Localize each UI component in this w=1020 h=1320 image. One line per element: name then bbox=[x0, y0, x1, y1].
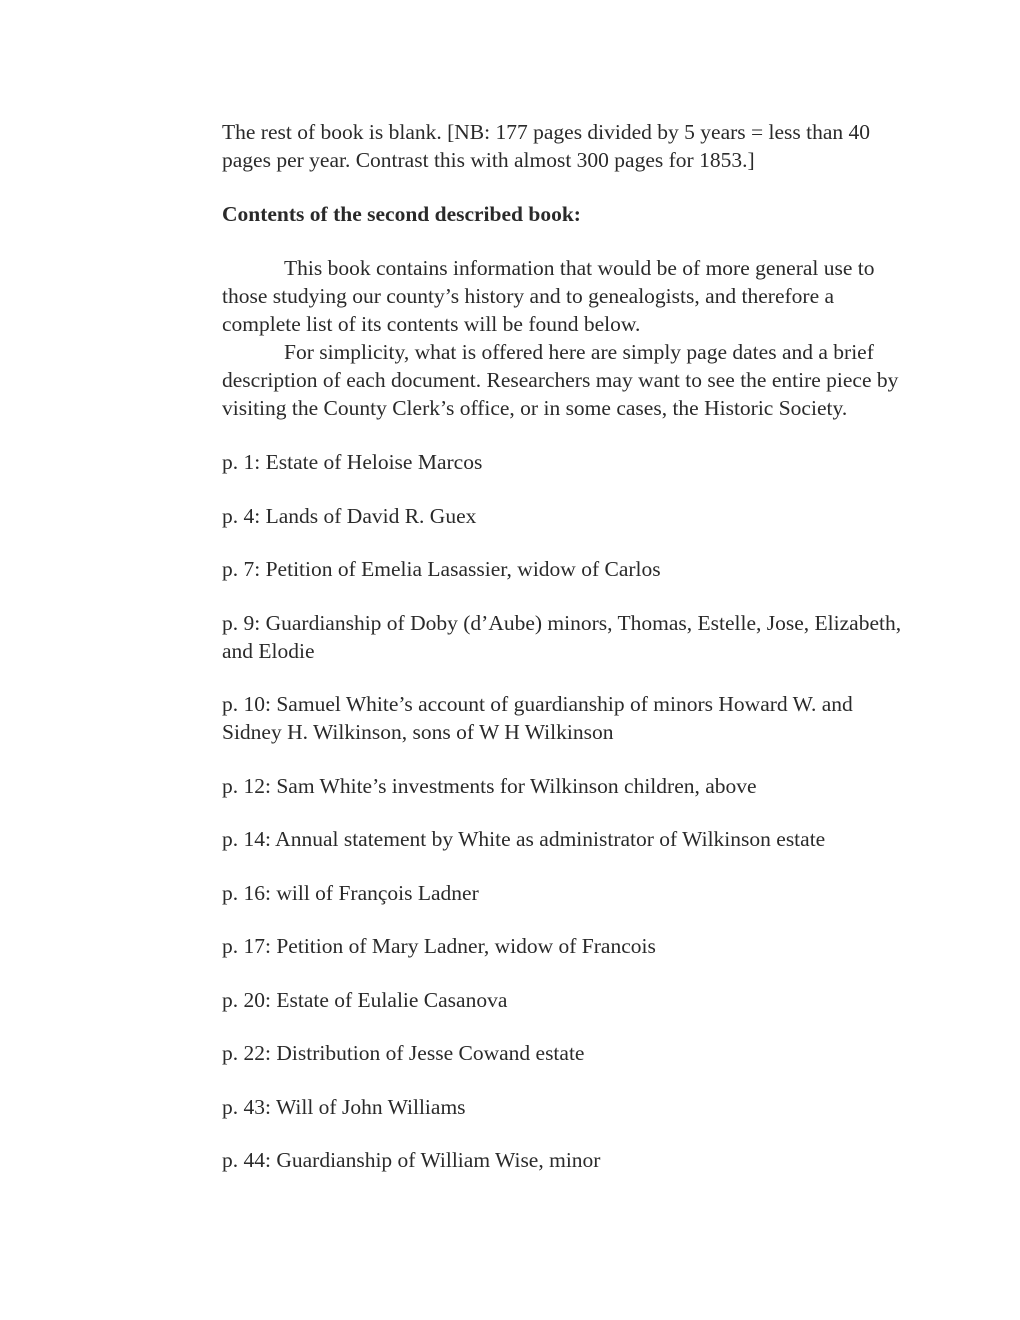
list-item: p. 10: Samuel White’s account of guardianship of minors Howard W. and Sidney H. Wilkinson, sons of W H Wilkinson bbox=[222, 692, 853, 744]
list-item: p. 16: will of François Ladner bbox=[222, 880, 479, 905]
intro-paragraph: The rest of book is blank. [NB: 177 pages divided by 5 years = less than 40 pages per year. Contrast this with almost 300 pages for 1853.] bbox=[222, 120, 871, 172]
contents-list bbox=[222, 448, 902, 1174]
document-page bbox=[222, 118, 902, 1200]
list-item: p. 43: Will of John Williams bbox=[222, 1094, 466, 1119]
list-item: p. 22: Distribution of Jesse Cowand estate bbox=[222, 1041, 585, 1065]
list-item: p. 12: Sam White’s investments for Wilkinson children, above bbox=[222, 773, 757, 798]
list-item: p. 4: Lands of David R. Guex bbox=[222, 503, 477, 528]
list-item: p. 44: Guardianship of William Wise, minor bbox=[222, 1148, 601, 1172]
list-item: p. 14: Annual statement by White as administrator of Wilkinson estate bbox=[222, 827, 826, 851]
list-item: p. 17: Petition of Mary Ladner, widow of Francois bbox=[222, 934, 656, 958]
list-item: p. 20: Estate of Eulalie Casanova bbox=[222, 987, 508, 1012]
list-item: p. 9: Guardianship of Doby (d’Aube) minors, Thomas, Estelle, Jose, Elizabeth, and Elodie bbox=[222, 610, 902, 663]
list-item: p. 7: Petition of Emelia Lasassier, widow of Carlos bbox=[222, 557, 661, 581]
body-paragraph: This book contains information that would be of more general use to those studying our county’s history and to genealogists, and therefore a complete list of its contents will be found below. bbox=[222, 256, 875, 336]
body-paragraph: For simplicity, what is offered here are simply page dates and a brief description of each document. Researchers may want to see the entire piece by visiting the County Clerk’s office, or in some cases, the Historic Society. bbox=[222, 340, 899, 420]
section-heading: Contents of the second described book: bbox=[222, 202, 581, 226]
list-item: p. 1: Estate of Heloise Marcos bbox=[222, 450, 483, 474]
